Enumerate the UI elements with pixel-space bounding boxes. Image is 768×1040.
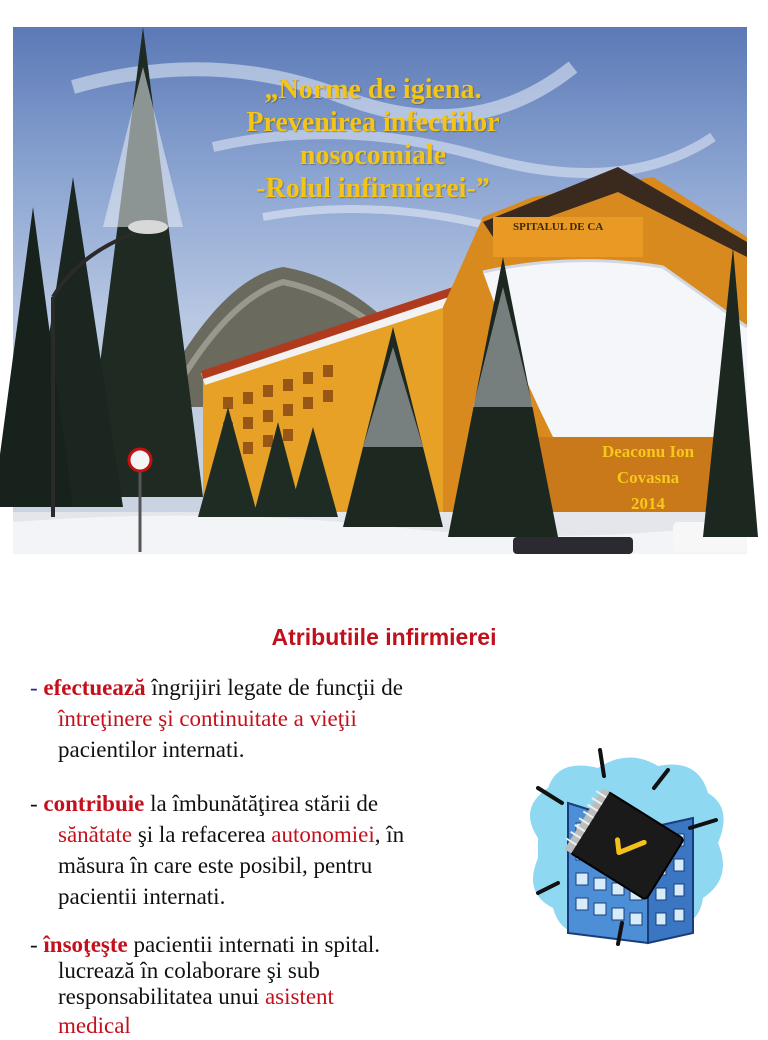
- title-line: nosocomiale: [299, 140, 447, 171]
- bullet-1: [30, 672, 403, 765]
- author-info: [573, 439, 723, 517]
- bullet-highlight: autonomiei: [271, 822, 375, 847]
- author-year: 2014: [631, 494, 665, 513]
- bullet-text: responsabilitatea unui: [58, 984, 265, 1009]
- author-name: Deaconu Ion: [601, 442, 695, 461]
- title-slide: [13, 27, 747, 554]
- bullet-dash: -: [30, 791, 44, 816]
- title-line: „Norme de igiena.: [264, 74, 482, 105]
- slide-heading: Atributiile infirmierei: [271, 624, 497, 650]
- content-slide: [0, 600, 768, 1038]
- bullet-dash: -: [30, 675, 44, 700]
- bullet-highlight: asistent: [264, 984, 334, 1009]
- presentation-title: [163, 73, 583, 205]
- hospital-notebook-clipart: [518, 748, 733, 953]
- bullet-text: pacientii internati in spital.: [127, 932, 381, 957]
- bullet-dash: -: [30, 932, 44, 957]
- title-line: -Rolul infirmierei-”: [256, 173, 490, 204]
- bullet-text: la îmbunătăţirea stării de: [144, 791, 379, 816]
- building-sign: SPITALUL DE CA: [513, 221, 604, 233]
- author-location: Covasna: [616, 468, 680, 487]
- title-line: Prevenirea infectiilor: [246, 107, 500, 138]
- bullet-text: măsura în care este posibil, pentru: [58, 853, 373, 878]
- bullet-text: pacientilor internati.: [58, 737, 245, 762]
- bullet-verb: efectuează: [43, 675, 146, 700]
- bullet-text: îngrijiri legate de funcţii de: [145, 675, 403, 700]
- bullet-text: lucrează în colaborare şi sub: [58, 958, 320, 983]
- bullet-text: , în: [374, 822, 405, 847]
- bullet-text: pacientii internati.: [58, 884, 226, 909]
- bullet-3: [30, 930, 380, 1040]
- bullet-2: [30, 788, 404, 912]
- bullet-verb: contribuie: [43, 791, 145, 816]
- bullet-text: şi la refacerea: [132, 822, 272, 847]
- bullet-text: întreţinere şi continuitate a vieţii: [58, 706, 357, 731]
- bullet-verb: însoţeşte: [43, 932, 128, 957]
- bullet-highlight: sănătate: [58, 822, 133, 847]
- bullet-highlight: medical: [58, 1013, 131, 1038]
